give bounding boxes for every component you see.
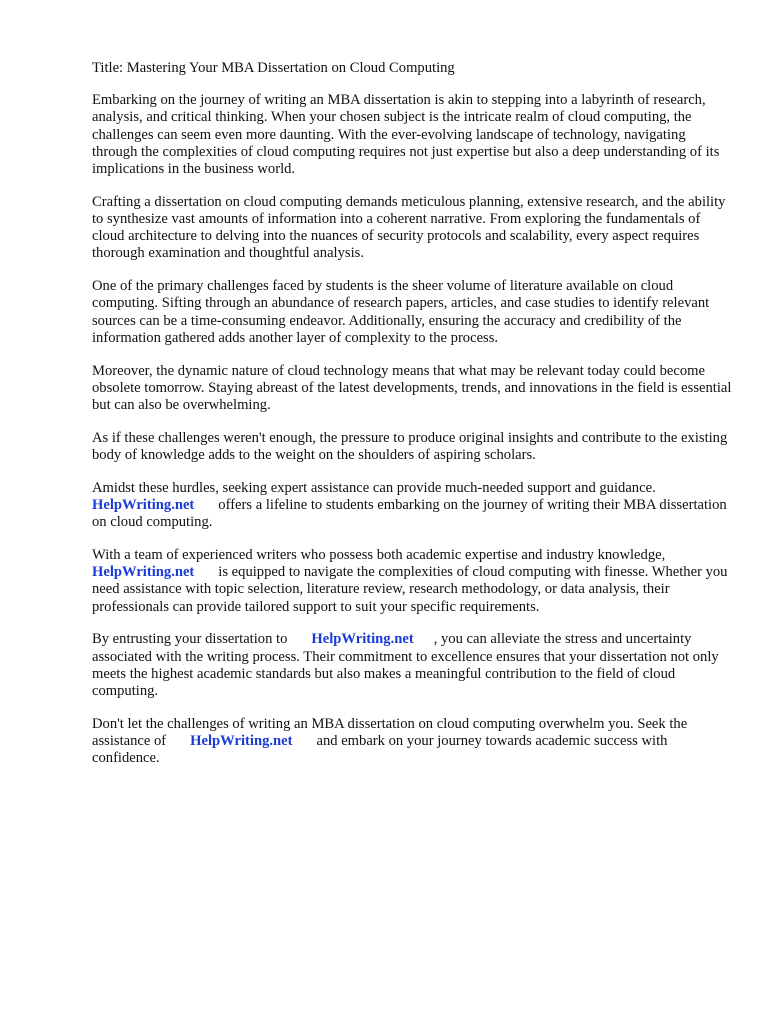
helpwriting-link[interactable]: HelpWriting.net bbox=[190, 733, 293, 750]
paragraph-entrusting-text-before: By entrusting your dissertation to bbox=[92, 631, 288, 648]
paragraph-entrusting bbox=[92, 631, 732, 700]
paragraph-assistance-text-before: Amidst these hurdles, seeking expert assistance can provide much-needed support and guidance. bbox=[92, 479, 656, 496]
paragraph-team-text-before: With a team of experienced writers who possess both academic expertise and industry knowledge, bbox=[92, 547, 666, 564]
paragraph-assistance-text-after: offers a lifeline to students embarking on the journey of writing their MBA dissertation on cloud computing. bbox=[92, 497, 727, 531]
paragraph-assistance bbox=[92, 480, 732, 532]
paragraph-closing-text-before: Don't let the challenges of writing an MBA dissertation on cloud computing overwhelm you. Seek the assistance of bbox=[92, 715, 688, 750]
document-title: Title: Mastering Your MBA Dissertation on Cloud Computing bbox=[92, 60, 455, 76]
helpwriting-link[interactable]: HelpWriting.net bbox=[92, 564, 195, 581]
paragraph-closing-text-after: and embark on your journey towards academic success with confidence. bbox=[92, 733, 668, 767]
helpwriting-link[interactable]: HelpWriting.net bbox=[311, 631, 414, 648]
paragraph-dynamic-nature: Moreover, the dynamic nature of cloud technology means that what may be relevant today could become obsolete tomorrow. Staying abreast of the latest developments, trends, and innovations in the field is essential but can also be overwhelming. bbox=[92, 362, 732, 414]
paragraph-intro: Embarking on the journey of writing an MBA dissertation is akin to stepping into a labyrinth of research, analysis, and critical thinking. When your chosen subject is the intricate realm of cloud computing, the challenges can seem even more daunting. With the ever-evolving landscape of technology, navigating through the complexities of cloud computing requires not just expertise but also a deep understanding of its implications in the business world. bbox=[92, 92, 720, 178]
paragraph-challenges: One of the primary challenges faced by students is the sheer volume of literature available on cloud computing. Sifting through an abundance of research papers, articles, and case studies to identify relevant sources can be a time-consuming endeavor. Additionally, ensuring the accuracy and credibility of the information gathered adds another layer of complexity to the process. bbox=[92, 278, 710, 346]
paragraph-team-text-after: is equipped to navigate the complexities of cloud computing with finesse. Whether you need assistance with topic selection, literature review, research methodology, or data analysis, their professionals can provide tailored support to suit your specific requirements. bbox=[92, 564, 728, 615]
paragraph-entrusting-text-after: , you can alleviate the stress and uncertainty associated with the writing process. Their commitment to excellence ensures that your dissertation not only meets the highest academic standards but also makes a meaningful contribution to the field of cloud computing. bbox=[92, 631, 719, 700]
paragraph-pressure: As if these challenges weren't enough, the pressure to produce original insights and contribute to the existing body of knowledge adds to the weight on the shoulders of aspiring scholars. bbox=[92, 429, 728, 464]
document-page bbox=[92, 60, 732, 783]
paragraph-team bbox=[92, 547, 732, 616]
paragraph-crafting: Crafting a dissertation on cloud computing demands meticulous planning, extensive research, and the ability to synthesize vast amounts of information into a coherent narrative. From exploring the fundamentals of cloud architecture to delving into the nuances of security protocols and scalability, every aspect requires thorough examination and thoughtful analysis. bbox=[92, 193, 726, 262]
helpwriting-link[interactable]: HelpWriting.net bbox=[92, 497, 195, 514]
paragraph-closing bbox=[92, 716, 732, 768]
